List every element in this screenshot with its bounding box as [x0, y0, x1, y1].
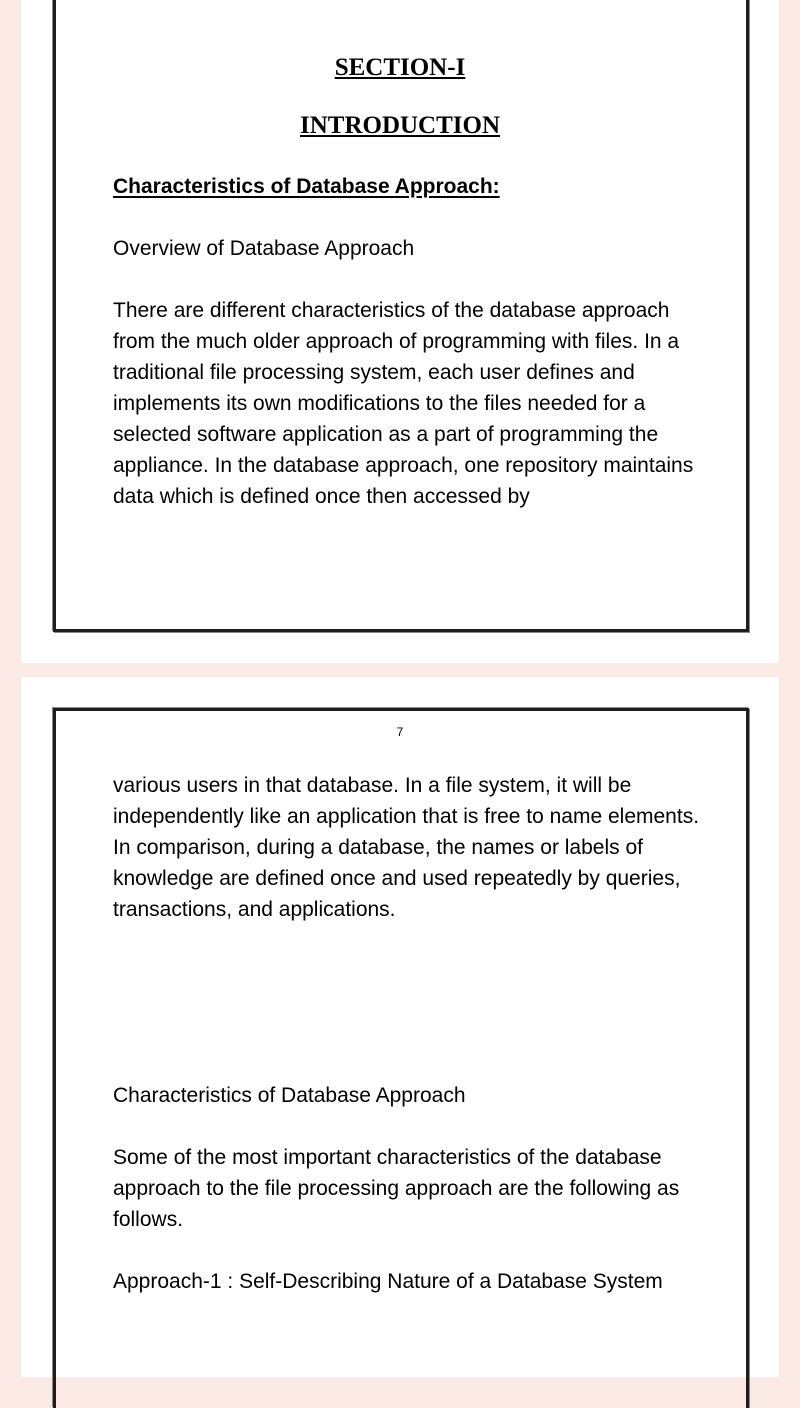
approach-1-heading: Approach-1 : Self-Describing Nature of a Database System [113, 1270, 663, 1293]
characteristics-heading: Characteristics of Database Approach: [113, 175, 500, 198]
continuation-paragraph: various users in that database. In a file system, it will be independently like an application that is free to name elements. In comparison, during a database, the names or labels of knowledge are defined once and used repeatedly by queries, transactions, and applications. [113, 774, 700, 921]
document-page-1 [21, 0, 779, 663]
overview-line: Overview of Database Approach [113, 237, 415, 260]
page-number: 7 [396, 725, 404, 739]
introduction-heading: INTRODUCTION [299, 112, 501, 139]
subheading: Characteristics of Database Approach [113, 1084, 466, 1107]
body-paragraph: There are different characteristics of the database approach from the much older approach of programming with files. In a traditional file processing system, each user defines and implements its own modifications to the files needed for a selected software application as a part of programming the appliance. In the database approach, one repository maintains data which is defined once then accessed by [113, 299, 694, 508]
intro-paragraph: Some of the most important characteristics of the database approach to the file processing approach are the following as follows. [113, 1146, 680, 1231]
section-heading: SECTION-I [334, 54, 466, 81]
document-page-2 [21, 677, 779, 1377]
